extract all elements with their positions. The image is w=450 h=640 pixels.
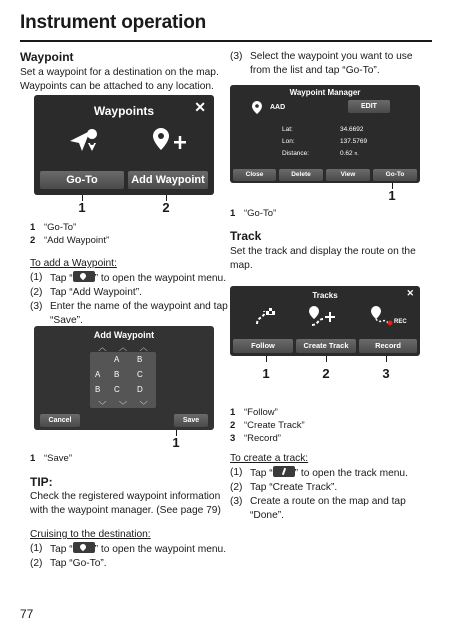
step-number: (1) — [30, 543, 43, 554]
step-text: Create a route on the map and tap “Done”. — [250, 496, 406, 521]
picker-char[interactable]: C — [137, 370, 143, 379]
tip-section — [30, 475, 230, 518]
step-text: Select the waypoint you want to use from the list and tap “Go-To”. — [250, 51, 413, 76]
track-icon — [273, 466, 295, 477]
callout-1: 1 — [78, 200, 86, 215]
lon-label: Lon: — [282, 138, 295, 145]
step-text: Tap “ — [50, 544, 73, 555]
create-track-heading: To create a track: — [230, 453, 309, 464]
add-waypoint-button[interactable]: Add Waypoint — [128, 171, 208, 189]
create-track-icon — [308, 305, 336, 327]
distance-label: Distance: — [282, 150, 310, 157]
step-number: (3) — [30, 301, 43, 312]
step-number: (2) — [30, 287, 43, 298]
distance-unit: n. — [354, 151, 359, 157]
step-text: Tap “Go-To”. — [50, 558, 107, 569]
waypoint-name[interactable]: AAD — [270, 104, 286, 111]
add-waypoint-screen — [34, 326, 214, 430]
add-waypoint-icon — [152, 127, 188, 157]
caption-go-to — [230, 207, 430, 220]
step-text: ” to open the waypoint menu. — [94, 544, 227, 555]
create-track-section — [230, 452, 430, 523]
step-text: Tap “ — [50, 273, 73, 284]
track-heading: Track — [230, 229, 262, 243]
waypoints-screen — [34, 95, 214, 195]
rec-label: REC — [394, 319, 407, 325]
picker-char[interactable]: B — [114, 370, 120, 379]
distance-value: 0.62 — [340, 150, 353, 157]
lat-value: 34.6692 — [340, 126, 364, 133]
track-intro: Set the track and display the route on the map. — [230, 246, 416, 271]
picker-char[interactable]: B — [95, 385, 101, 394]
cruise-heading: Cruising to the destination: — [30, 529, 151, 540]
callout-3: 3 — [382, 366, 390, 381]
caption-text: “Go-To” — [244, 208, 277, 219]
callout-2: 2 — [322, 366, 330, 381]
step-text: ” to open the waypoint menu. — [94, 273, 227, 284]
chevron-down-icon[interactable]: ﹀ — [98, 401, 107, 410]
step-text: Tap “Add Waypoint”. — [50, 287, 142, 298]
step-text: Tap “Create Track”. — [250, 482, 338, 493]
go-to-button[interactable]: Go-To — [373, 169, 417, 181]
header-divider — [20, 40, 432, 42]
step-text: Tap “ — [250, 468, 273, 479]
caption-text: “Save” — [44, 453, 72, 464]
waypoint-heading: Waypoint — [20, 50, 74, 64]
captions-waypoints — [30, 221, 230, 247]
callout-1: 1 — [172, 435, 180, 450]
chevron-up-icon[interactable]: ︿ — [139, 343, 148, 352]
close-icon[interactable]: ✕ — [406, 288, 414, 298]
callout-line — [386, 356, 387, 362]
waypoint-manager-screen — [230, 85, 420, 183]
picker-char[interactable]: B — [137, 355, 143, 364]
caption-number: 1 — [30, 453, 36, 464]
follow-icon — [254, 306, 278, 326]
right-step-3 — [230, 50, 430, 78]
track-section — [230, 229, 430, 273]
delete-button[interactable]: Delete — [279, 169, 323, 181]
edit-button[interactable]: EDIT — [348, 100, 390, 113]
cruise-section — [30, 528, 230, 571]
caption-number: 2 — [230, 420, 236, 431]
left-column — [20, 50, 220, 94]
step-number: (1) — [230, 467, 243, 478]
picker-down-arrows[interactable] — [92, 400, 154, 411]
step-number: (2) — [230, 482, 243, 493]
callout-1: 1 — [262, 366, 270, 381]
view-button[interactable]: View — [326, 169, 370, 181]
close-button[interactable]: Close — [233, 169, 276, 181]
go-to-navigation-icon — [68, 129, 102, 155]
caption-text: “Go-To” — [44, 222, 77, 233]
callout-1: 1 — [388, 188, 396, 203]
caption-text: “Add Waypoint” — [44, 235, 110, 246]
add-waypoint-heading: To add a Waypoint: — [30, 258, 117, 269]
chevron-down-icon[interactable]: ﹀ — [118, 401, 127, 410]
tip-text: Check the registered waypoint information with the waypoint manager. (See page 79) — [30, 491, 221, 516]
go-to-button[interactable]: Go-To — [40, 171, 124, 189]
caption-number: 3 — [230, 433, 236, 444]
caption-number: 1 — [230, 208, 236, 219]
caption-text: “Create Track” — [244, 420, 305, 431]
picker-up-arrows[interactable] — [92, 342, 154, 353]
step-text: Enter the name of the waypoint and tap “Save”. — [50, 301, 228, 326]
step-number: (1) — [30, 272, 43, 283]
picker-char[interactable]: A — [114, 355, 120, 364]
waypoints-screen-title: Waypoints — [93, 104, 155, 118]
waypoint-icon — [73, 542, 95, 553]
lon-value: 137.5769 — [340, 138, 368, 145]
step-number: (2) — [30, 558, 43, 569]
add-waypoint-screen-title: Add Waypoint — [93, 330, 155, 340]
tracks-screen-title: Tracks — [312, 291, 338, 300]
callout-line — [266, 356, 267, 362]
callout-2: 2 — [162, 200, 170, 215]
captions-tracks — [230, 406, 430, 445]
caption-save — [30, 452, 230, 465]
follow-button[interactable]: Follow — [233, 339, 293, 353]
page-title: Instrument operation — [20, 12, 207, 33]
tip-heading: TIP: — [30, 475, 53, 489]
waypoint-intro: Set a waypoint for a destination on the map. Waypoints can be attached to any location. — [20, 67, 219, 92]
caption-number: 1 — [30, 222, 36, 233]
lat-label: Lat: — [282, 126, 293, 133]
step-number: (3) — [230, 496, 243, 507]
picker-char[interactable]: A — [95, 370, 101, 379]
cancel-button[interactable]: Cancel — [40, 414, 80, 427]
waypoint-icon — [252, 101, 262, 114]
page-number: 77 — [20, 607, 34, 621]
picker-char[interactable]: C — [114, 385, 120, 394]
create-track-button[interactable]: Create Track — [296, 339, 356, 353]
step-text: ” to open the track menu. — [294, 468, 408, 479]
chevron-up-icon[interactable]: ︿ — [118, 343, 127, 352]
callout-line — [326, 356, 327, 362]
close-icon[interactable]: ✕ — [194, 99, 206, 115]
tracks-screen — [230, 286, 420, 356]
caption-number: 2 — [30, 235, 36, 246]
caption-text: “Record” — [244, 433, 281, 444]
caption-text: “Follow” — [244, 407, 278, 418]
waypoint-icon — [73, 271, 95, 282]
chevron-up-icon[interactable]: ︿ — [98, 343, 107, 352]
waypoint-manager-title: Waypoint Manager — [289, 88, 361, 97]
step-number: (3) — [230, 51, 243, 62]
picker-char[interactable]: D — [137, 385, 143, 394]
record-button[interactable]: Record — [359, 339, 417, 353]
chevron-down-icon[interactable]: ﹀ — [139, 401, 148, 410]
save-button[interactable]: Save — [174, 414, 208, 427]
caption-number: 1 — [230, 407, 236, 418]
add-waypoint-section — [30, 257, 230, 328]
